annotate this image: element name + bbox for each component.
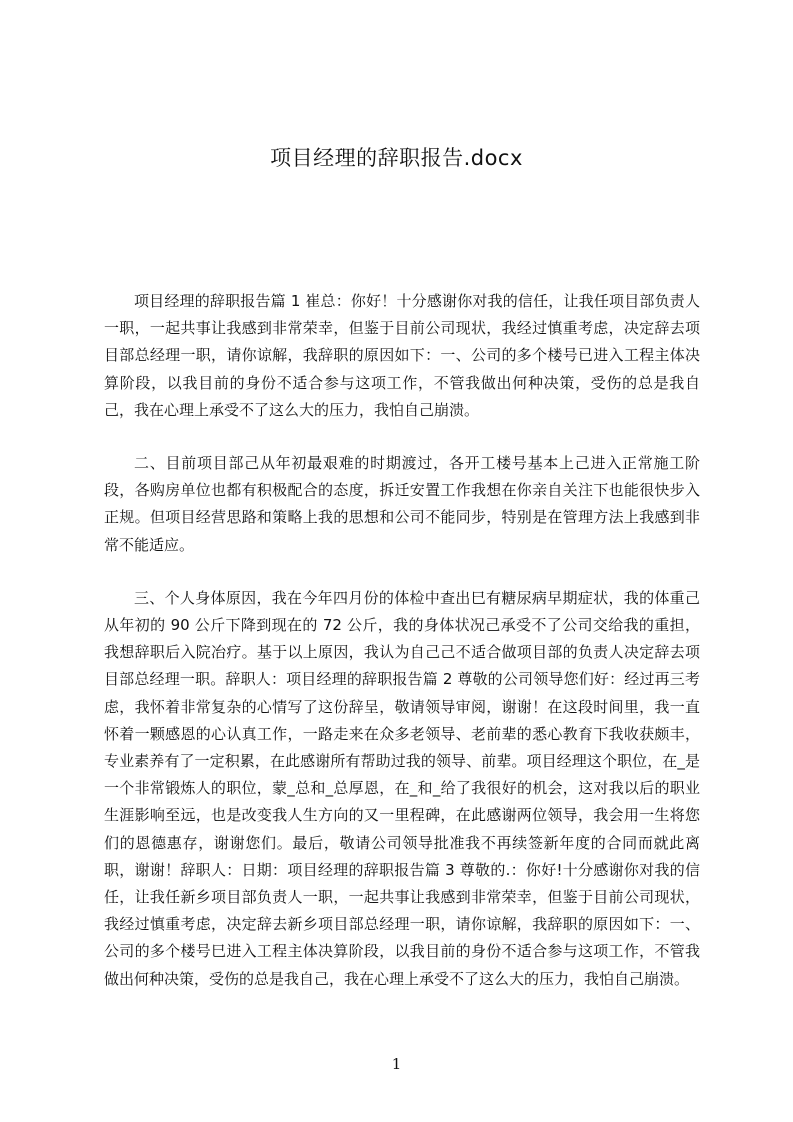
- page-number: 1: [391, 1055, 402, 1073]
- document-body: [104, 288, 700, 1019]
- paragraph-2: 二、目前项目部己从年初最艰难的时期渡过，各开工楼号基本上己进入正常施工阶段，各购房单位也都有积极配合的态度，拆迁安置工作我想在你亲自关注下也能很快步入正规。但项目经营思路和策略上我的思想和公司不能同步，特别是在管理方法上我感到非常不能适应。: [104, 454, 700, 554]
- paragraph-3: 三、个人身体原因，我在今年四月份的体检中查出巳有糖尿病早期症状，我的体重己从年初的 90 公斤下降到现在的 72 公斤，我的身体状况己承受不了公司交给我的重担，我想辞职后入院冶疗。基于以上原因，我认为自己己不适合做项目部的负责人决定辞去项目部总经理一职。辞职人：项目经理的辞职报告篇 2 尊敬的公司领导您们好：经过再三考虑，我怀着非常复杂的心情写了这份辞呈，敬请领导审阅，谢谢！在这段时间里，我一直怀着一颗感恩的心认真工作，一路走来在众多老领导、老前辈的悉心教育下我收获颇丰，专业素养有了一定积累，在此感谢所有帮助过我的领导、前辈。项目经理这个职位，在_是一个非常锻炼人的职位，蒙_总和_总厚恩，在_和_给了我很好的机会，这对我以后的职业生涯影响至远，也是改变我人生方向的又一里程碑，在此感谢两位领导，我会用一生将您们的恩德惠存，谢谢您们。最后，敬请公司领导批准我不再续签新年度的合同而就此离职，谢谢！辞职人：日期：项目经理的辞职报告篇 3 尊敬的.：你好!十分感谢你对我的信任，让我任新乡项目部负责人一职，一起共事让我感到非常荣幸，但鉴于目前公司现状，我经过慎重考虑，决定辞去新乡项目部总经理一职，请你谅解，我辞职的原因如下：一、公司的多个楼号巳进入工程主体决算阶段，以我目前的身份不适合参与这项工作，不管我做出何种决策，受伤的总是我自己，我在心理上承受不了这么大的压力，我怕自己崩溃。: [104, 588, 700, 988]
- document-title: 项目经理的辞职报告.docx: [270, 146, 523, 170]
- paragraph-1: 项目经理的辞职报告篇 1 崔总：你好！十分感谢你对我的信任，让我任项目部负责人一职，一起共事让我感到非常荣幸，但鉴于目前公司现状，我经过慎重考虑，决定辞去项目部总经理一职，请你谅解，我辞职的原因如下：一、公司的多个楼号已进入工程主体决算阶段，以我目前的身份不适合参与这项工作，不管我做出何种决策，受伤的总是我自己，我在心理上承受不了这么大的压力，我怕自己崩溃。: [104, 292, 700, 419]
